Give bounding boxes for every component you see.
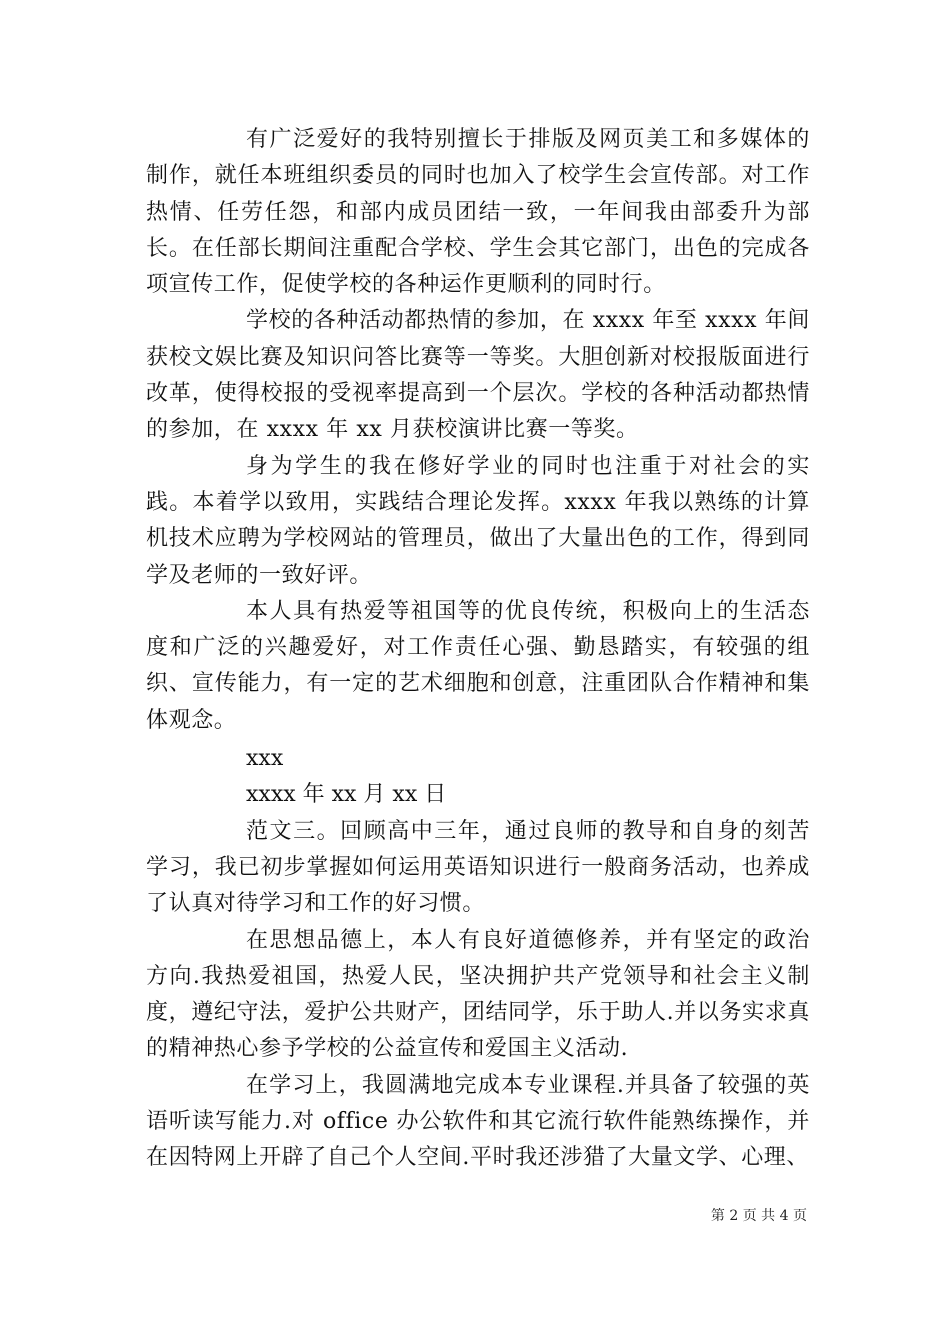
paragraph-sample-three: 范文三。回顾高中三年，通过良师的教导和自身的刻苦学习，我已初步掌握如何运用英语知识进行一般商务活动，也养成了认真对待学习和工作的好习惯。: [146, 818, 810, 917]
document-body: [146, 122, 810, 1177]
paragraph-study: 在学习上，我圆满地完成本专业课程.并具备了较强的英语听读写能力.对 office 办公软件和其它流行软件能熟练操作，并在因特网上开辟了自己个人空间.平时我还涉猎了大量文学、心理、: [146, 1072, 810, 1171]
paragraph-school-activities: 学校的各种活动都热情的参加，在 xxxx 年至 xxxx 年间获校文娱比赛及知识问答比赛等一等奖。大胆创新对校报版面进行改革，使得校报的受视率提高到一个层次。学校的各种活动都热情的参加，在 xxxx 年 xx 月获校演讲比赛一等奖。: [146, 308, 810, 443]
paragraph-personal-qualities: 本人具有热爱等祖国等的优良传统，积极向上的生活态度和广泛的兴趣爱好，对工作责任心强、勤恳踏实，有较强的组织、宣传能力，有一定的艺术细胞和创意，注重团队合作精神和集体观念。: [146, 598, 810, 733]
signature-name: xxx: [246, 746, 284, 772]
paragraph-publicity-work: 有广泛爱好的我特别擅长于排版及网页美工和多媒体的制作，就任本班组织委员的同时也加入了校学生会宣传部。对工作热情、任劳任怨，和部内成员团结一致，一年间我由部委升为部长。在任部长期间注重配合学校、学生会其它部门，出色的完成各项宣传工作，促使学校的各种运作更顺利的同时行。: [146, 127, 810, 298]
paragraph-moral-character: 在思想品德上，本人有良好道德修养，并有坚定的政治方向.我热爱祖国，热爱人民，坚决拥护共产党领导和社会主义制度，遵纪守法，爱护公共财产，团结同学，乐于助人.并以务实求真的精神热心参予学校的公益宣传和爱国主义活动.: [146, 927, 810, 1062]
paragraph-social-practice: 身为学生的我在修好学业的同时也注重于对社会的实践。本着学以致用，实践结合理论发挥。xxxx 年我以熟练的计算机技术应聘为学校网站的管理员，做出了大量出色的工作，得到同学及老师的一致好评。: [146, 453, 810, 588]
page-number-footer: 第 2 页 共 4 页: [710, 1208, 807, 1224]
signature-date: xxxx 年 xx 月 xx 日: [246, 782, 447, 808]
